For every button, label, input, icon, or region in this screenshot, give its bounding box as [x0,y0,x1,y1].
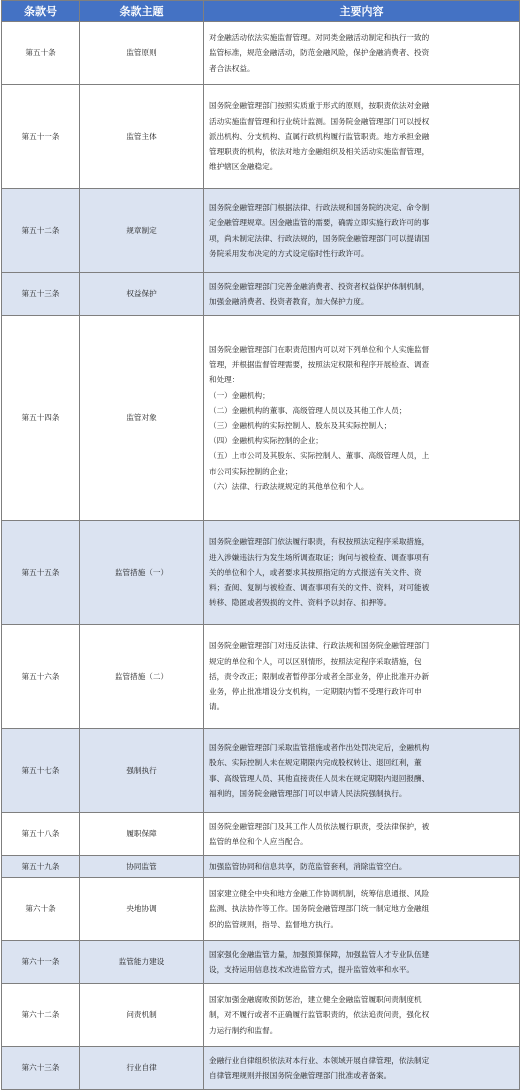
clause-topic: 监管原则 [80,22,204,85]
clause-topic: 强制执行 [80,729,204,813]
clause-content [204,878,520,941]
content-line: 维护辖区金融稳定。 [209,162,278,172]
content-line: 自律管理规则并报国务院金融管理部门批准或者备案。 [209,1071,392,1080]
table-row [2,1047,520,1090]
clause-content [204,941,520,984]
content-line: 进入涉嫌违法行为发生场所调查取证；询问与被检查、调查事项有 [209,552,430,562]
clause-topic: 监管对象 [80,316,204,521]
content-line: 力运行制约和监督。 [209,1025,278,1035]
content-line: 国务院金融管理部门对违反法律、行政法规和国务院金融管理部门 [209,641,430,651]
content-line: （二）金融机构的董事、高级管理人员以及其他工作人员； [209,405,407,415]
content-line: 国务院金融管理部门根据法律、行政法规和国务院的决定、命令制 [209,203,430,213]
content-line: 管理，并根据监督管理需要，按照法定权限和程序开展检查、调查 [209,360,430,370]
content-line: 国务院金融管理部门依法履行职责，有权按照法定程序采取措施， [209,537,430,547]
content-line: 设，支持运用信息技术改进监管方式，提升监管效率和水平。 [209,965,415,974]
header-row [2,1,520,22]
table-row [2,316,520,521]
content-line: 规定的单位和个人，可以区别情形，按照法定程序采取措施，包 [209,656,422,666]
clause-topic: 监管措施（一） [80,521,204,625]
clause-number: 第五十五条 [2,521,80,625]
content-line: 监管标准，规范金融活动，防范金融风险，保护金融消费者、投资 [209,48,430,58]
clause-topic: 规章制定 [80,189,204,273]
content-line: 料；查阅、复制与被检查、调查事项有关的文件、资料，对可能被 [209,583,430,593]
content-line: 国务院金融管理部门及其工作人员依法履行职责，受法律保护，被 [209,821,430,831]
content-line: 业务，停止批准增设分支机构，一定期限内暂不受理行政许可申 [209,687,422,697]
content-line: 制，对不履行或者不正确履行监管职责的，依法追责问责，强化权 [209,1010,430,1020]
table-row [2,941,520,984]
content-line: 活动实施监督管理和行业统计监测。国务院金融管理部门可以授权 [209,116,430,126]
content-line: 国家建立健全中央和地方金融工作协调机制，统筹信息通报、风险 [209,889,430,899]
clause-table [1,0,520,1090]
table-header [2,1,520,22]
content-line: 监测、执法协作等工作。国务院金融管理部门统一制定地方金融组 [209,904,430,914]
clause-content [204,813,520,856]
clause-content [204,85,520,189]
content-line: 国家加强金融腐败预防惩治，建立健全金融监管履职问责制度机 [209,995,422,1005]
content-line: 项，尚未制定法律、行政法规的，国务院金融管理部门可以提请国 [209,233,430,243]
clause-topic: 权益保护 [80,273,204,316]
clause-topic: 行业自律 [80,1047,204,1090]
clause-content [204,856,520,878]
table-row [2,984,520,1047]
clause-number: 第六十三条 [2,1047,80,1090]
content-line: 国务院金融管理部门完善金融消费者、投资者权益保护体制机制， [209,281,430,291]
clause-number: 第五十条 [2,22,80,85]
content-line: （三）金融机构的实际控制人、股东及其实际控制人； [209,421,392,430]
clause-number: 第五十四条 [2,316,80,521]
clause-number: 第五十九条 [2,856,80,878]
clause-topic: 协同监管 [80,856,204,878]
clause-number: 第五十一条 [2,85,80,189]
content-line: 福利的，国务院金融管理部门可以申请人民法院强制执行。 [209,788,407,798]
content-line: 事、高级管理人员、其他直接责任人员未在规定期限内退回报酬、 [209,773,430,783]
table-row [2,729,520,813]
table-row [2,521,520,625]
clause-content [204,189,520,273]
table-row [2,878,520,941]
clause-content [204,273,520,316]
content-line: 括，责令改正；限制或者暂停部分或者全部业务，停止批准开办新 [209,671,430,681]
clause-content [204,521,520,625]
table-row [2,625,520,729]
clause-content [204,22,520,85]
header-clause-number: 条款号 [2,1,80,22]
content-line: 金融行业自律组织依法对本行业、本领域开展自律管理，依法制定 [209,1055,430,1065]
clause-topic: 履职保障 [80,813,204,856]
content-line: 请。 [209,702,225,712]
table-row [2,85,520,189]
content-line: 务院采用发布决定的方式设定临时性行政许可。 [209,248,369,258]
content-line: 派出机构、分支机构、直属行政机构履行监管职责。地方承担金融 [209,131,430,141]
clause-topic: 央地协调 [80,878,204,941]
clause-content [204,729,520,813]
table-row [2,22,520,85]
clause-number: 第六十一条 [2,941,80,984]
content-line: 国务院金融管理部门按照实质重于形式的原则，按职责依法对金融 [209,101,430,111]
header-clause-topic: 条款主题 [80,1,204,22]
content-line: （四）金融机构实际控制的企业； [209,436,323,446]
clause-content [204,984,520,1047]
content-line: 对金融活动依法实施监督管理。对同类金融活动制定和执行一致的 [209,33,430,43]
content-line: 者合法权益。 [209,63,255,73]
table-row [2,273,520,316]
content-line: 国家强化金融监管力量，加强预算保障，加强监管人才专业队伍建 [209,949,430,959]
clause-content [204,625,520,729]
content-line: 定金融管理规章。因金融监管的需要，确需立即实施行政许可的事 [209,218,430,228]
content-line: 股东、实际控制人未在规定期限内完成股权转让、退回红利，董 [209,758,422,768]
clause-topic: 监管能力建设 [80,941,204,984]
clause-content [204,1047,520,1090]
content-line: 加强监管协同和信息共享，防范监管套利，消除监管空白。 [209,861,407,871]
content-line: 市公司实际控制的企业； [209,466,293,476]
content-line: （一）金融机构； [209,390,270,400]
clause-topic: 问责机制 [80,984,204,1047]
table-row [2,189,520,273]
content-line: 加强金融消费者、投资者教育，加大保护力度。 [209,297,369,306]
content-line: 和处理： [209,375,240,385]
content-line: 管理职责的机构，依法对地方金融组织及相关活动实施监督管理， [209,147,430,157]
content-line: 关的单位和个人，或者要求其按照指定的方式报送有关文件、资 [209,567,422,577]
table-row [2,813,520,856]
clause-content [204,316,520,521]
clause-topic: 监管措施（二） [80,625,204,729]
content-line: （六）法律、行政法规规定的其他单位和个人。 [209,481,369,491]
clause-topic: 监管主体 [80,85,204,189]
clause-number: 第五十七条 [2,729,80,813]
clause-number: 第五十三条 [2,273,80,316]
content-line: 监管的单位和个人应当配合。 [209,837,308,846]
content-line: （五）上市公司及其股东、实际控制人、董事、高级管理人员，上 [209,451,430,461]
content-line: 织的监管规则，指导、监督地方执行。 [209,919,339,929]
table-row [2,856,520,878]
clause-number: 第五十八条 [2,813,80,856]
clause-number: 第六十二条 [2,984,80,1047]
header-main-content: 主要内容 [204,1,520,22]
table-body [2,22,520,1090]
content-line: 国务院金融管理部门在职责范围内可以对下列单位和个人实施监督 [209,344,430,354]
clause-number: 第六十条 [2,878,80,941]
clause-number: 第五十二条 [2,189,80,273]
content-line: 国务院金融管理部门采取监管措施或者作出处罚决定后，金融机构 [209,743,430,753]
clause-number: 第五十六条 [2,625,80,729]
content-line: 转移、隐匿或者毁损的文件、资料予以封存、扣押等。 [209,598,392,608]
